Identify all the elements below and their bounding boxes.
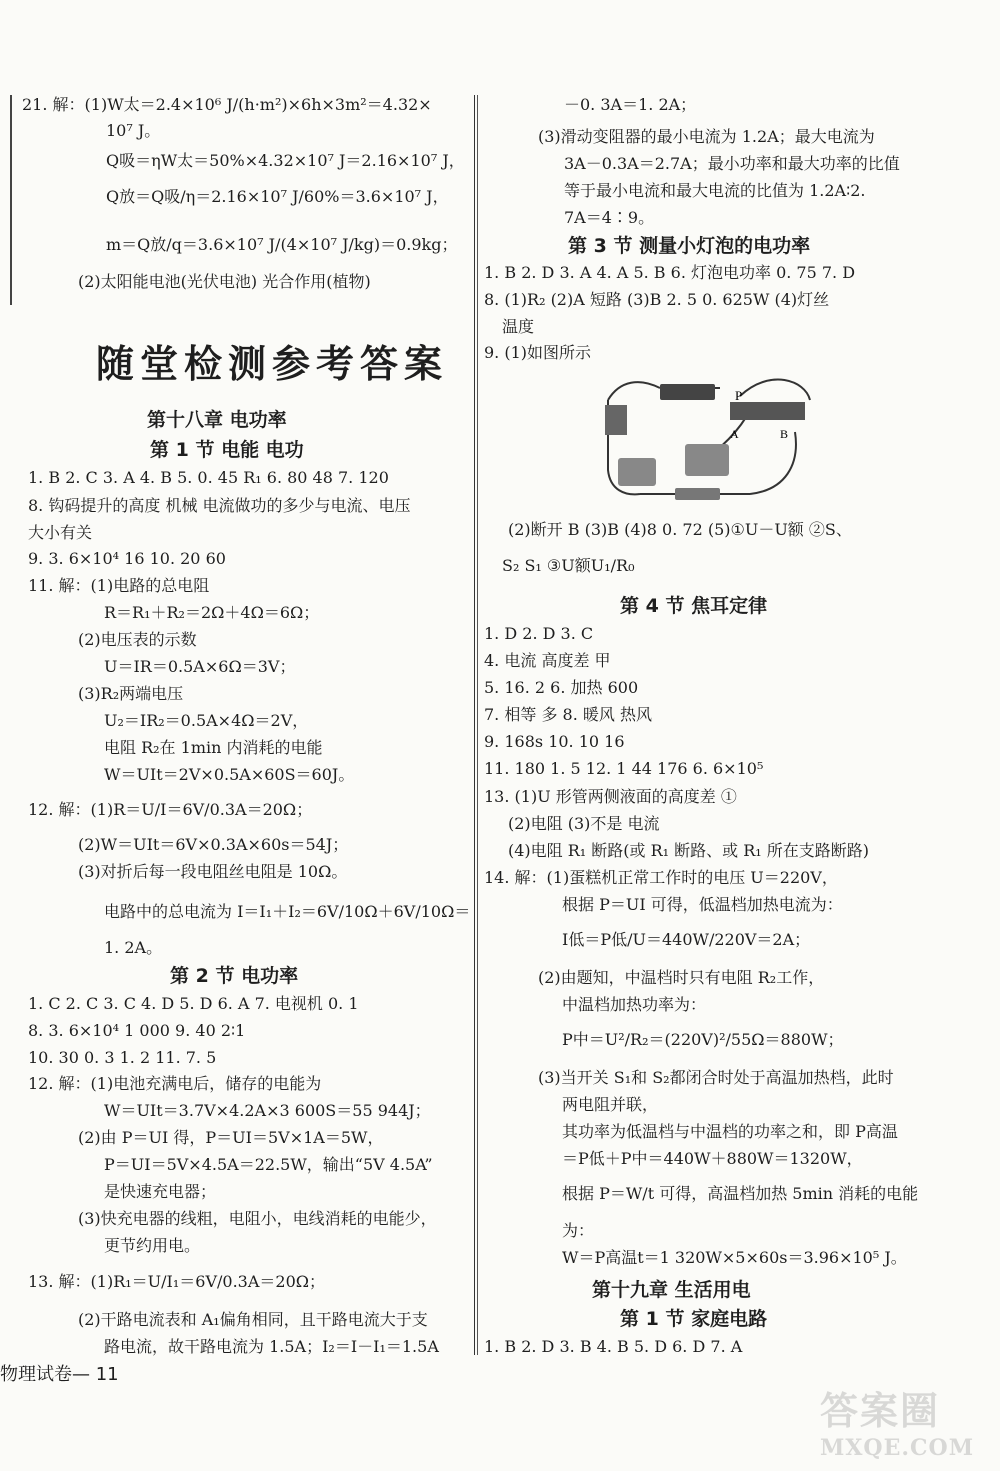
answer-line: 更节约用电。 — [104, 1236, 201, 1255]
answer-line: 是快速充电器； — [104, 1182, 217, 1201]
answer-line: 根据 P＝UI 可得，低温档加热电流为： — [562, 895, 843, 914]
answer-line: (3)当开关 S₁和 S₂都闭合时处于高温加热档，此时 — [538, 1068, 894, 1087]
answer-line: 9. 168s 10. 10 16 — [484, 732, 625, 751]
answer-line: 3A－0.3A＝2.7A；最小功率和最大功率的比值 — [564, 154, 900, 173]
answer-line: P中＝U²/R₂＝(220V)²/55Ω＝880W； — [562, 1030, 844, 1049]
answer-line: (2)由 P＝UI 得，P＝UI＝5V×1A＝5W， — [78, 1128, 384, 1147]
answer-line: 根据 P＝W/t 可得，高温档加热 5min 消耗的电能 — [562, 1184, 919, 1203]
answer-line: 13. (1)U 形管两侧液面的高度差 ① — [484, 787, 737, 806]
answer-line: I低＝P低/U＝440W/220V＝2A； — [562, 930, 811, 949]
answer-line: W＝P高温t＝1 320W×5×60s＝3.96×10⁵ J。 — [562, 1248, 907, 1267]
section-heading: 第十九章 生活用电 — [592, 1279, 751, 1301]
answer-line: (3)对折后每一段电阻丝电阻是 10Ω。 — [78, 862, 348, 881]
answer-line: 其功率为低温档与中温档的功率之和，即 P高温 — [562, 1122, 898, 1141]
answer-line: (2)由题知，中温档时只有电阻 R₂工作， — [538, 968, 825, 987]
battery-icon — [605, 405, 627, 435]
answer-line: (2)干路电流表和 A₁偏角相同，且干路电流大于支 — [78, 1310, 428, 1329]
column-divider — [474, 95, 475, 1355]
answer-line: －0. 3A＝1. 2A； — [564, 95, 697, 114]
svg-text:B: B — [780, 427, 789, 441]
answer-line: 8. 3. 6×10⁴ 1 000 9. 40 2∶1 — [28, 1021, 246, 1040]
answer-line: 两电阻并联， — [562, 1095, 659, 1114]
answer-line: 7A＝4∶9。 — [564, 208, 655, 227]
svg-text:A: A — [730, 427, 739, 441]
answer-line: S₂ S₁ ③U额U₁/R₀ — [502, 556, 635, 575]
answer-line: 13. 解：(1)R₁＝U/I₁＝6V/0.3A＝20Ω； — [28, 1272, 326, 1291]
answers-section-title: 随堂检测参考答案 — [96, 341, 449, 386]
answer-line: 温度 — [502, 317, 535, 336]
answer-line: (2)太阳能电池(光伏电池) 光合作用(植物) — [78, 272, 371, 291]
answer-line: 大小有关 — [28, 523, 93, 542]
answer-line: 12. 解：(1)电池充满电后，储存的电能为 — [28, 1074, 322, 1093]
answer-line: 4. 电流 高度差 甲 — [484, 651, 611, 670]
answer-line: 10. 30 0. 3 1. 2 11. 7. 5 — [28, 1048, 217, 1067]
left-margin-bar — [10, 95, 12, 305]
answer-line: 1. D 2. D 3. C — [484, 624, 594, 643]
answer-line: ＝P低＋P中＝440W＋880W＝1320W， — [562, 1149, 863, 1168]
answer-line: 电阻 R₂在 1min 内消耗的电能 — [104, 738, 323, 757]
answer-line: 1. B 2. C 3. A 4. B 5. 0. 45 R₁ 6. 80 48 7. 120 — [28, 468, 389, 487]
answer-line: (2)W＝UIt＝6V×0.3A×60s＝54J； — [78, 835, 349, 854]
column-divider-inner — [477, 95, 478, 1355]
watermark-logo: 答案圈 MXQE.COM — [820, 1388, 975, 1461]
answer-line: 为： — [562, 1221, 595, 1240]
answer-line: m＝Q放/q＝3.6×10⁷ J/(4×10⁷ J/kg)＝0.9kg； — [106, 235, 458, 254]
answer-line: R＝R₁＋R₂＝2Ω＋4Ω＝6Ω； — [104, 603, 320, 622]
section-heading: 第 1 节 家庭电路 — [620, 1308, 768, 1330]
switch-icon — [660, 384, 715, 400]
answer-line: 9. 3. 6×10⁴ 16 10. 20 60 — [28, 549, 226, 568]
answer-line: 11. 180 1. 5 12. 1 44 176 6. 6×10⁵ — [484, 759, 764, 778]
answer-line: (3)滑动变阻器的最小电流为 1.2A；最大电流为 — [538, 127, 875, 146]
answer-line: U₂＝IR₂＝0.5A×4Ω＝2V， — [104, 711, 309, 730]
answer-line: 路电流，故干路电流为 1.5A；I₂＝I－I₁＝1.5A — [104, 1337, 439, 1356]
answer-line: 8. 钩码提升的高度 机械 电流做功的多少与电流、电压 — [28, 496, 411, 515]
answer-line: 1. C 2. C 3. C 4. D 5. D 6. A 7. 电视机 0. 1 — [28, 994, 359, 1013]
answer-line: 5. 16. 2 6. 加热 600 — [484, 678, 639, 697]
answer-line: U＝IR＝0.5A×6Ω＝3V； — [104, 657, 296, 676]
answer-line: 12. 解：(1)R＝U/I＝6V/0.3A＝20Ω； — [28, 800, 313, 819]
answer-line: (2)断开 B (3)B (4)8 0. 72 (5)①U－U额 ②S、 — [508, 520, 852, 539]
answer-line: 7. 相等 多 8. 暖风 热风 — [484, 705, 652, 724]
answer-line: 10⁷ J。 — [106, 121, 161, 140]
answer-line: 9. (1)如图所示 — [484, 343, 592, 362]
rheostat-icon — [730, 402, 805, 420]
answer-line: (3)快充电器的线粗，电阻小，电线消耗的电能少， — [78, 1209, 437, 1228]
voltmeter-icon — [685, 444, 729, 476]
section-heading: 第 3 节 测量小灯泡的电功率 — [568, 235, 811, 257]
lamp-icon — [675, 488, 720, 500]
answer-line: 21. 解：(1)W太＝2.4×10⁶ J/(h·m²)×6h×3m²＝4.32× — [22, 95, 432, 114]
section-heading: 第 1 节 电能 电功 — [150, 439, 304, 461]
answer-line: 11. 解：(1)电路的总电阻 — [28, 576, 210, 595]
answer-line: 等于最小电流和最大电流的比值为 1.2A∶2. — [564, 181, 866, 200]
section-heading: 第 4 节 焦耳定律 — [620, 595, 768, 617]
answer-line: W＝UIt＝2V×0.5A×60S＝60J。 — [104, 765, 355, 784]
answer-line: 电路中的总电流为 I＝I₁＋I₂＝6V/10Ω＋6V/10Ω＝ — [104, 902, 471, 921]
section-heading: 第 2 节 电功率 — [170, 965, 299, 987]
answer-line: 8. (1)R₂ (2)A 短路 (3)B 2. 5 0. 625W (4)灯丝 — [484, 290, 830, 309]
section-heading: 第十八章 电功率 — [147, 409, 287, 431]
answer-line: (2)电压表的示数 — [78, 630, 197, 649]
answer-line: W＝UIt＝3.7V×4.2A×3 600S＝55 944J； — [104, 1101, 431, 1120]
answer-line: 1. 2A。 — [104, 938, 163, 957]
answer-line: Q吸＝ηW太＝50%×4.32×10⁷ J＝2.16×10⁷ J， — [106, 151, 465, 170]
answer-line: 1. B 2. D 3. B 4. B 5. D 6. D 7. A — [484, 1337, 743, 1356]
svg-text:P: P — [735, 388, 743, 403]
answer-line: (3)R₂两端电压 — [78, 684, 184, 703]
answer-line: 14. 解：(1)蛋糕机正常工作时的电压 U＝220V， — [484, 868, 838, 887]
answer-line: 1. B 2. D 3. A 4. A 5. B 6. 灯泡电功率 0. 75 7. D — [484, 263, 856, 282]
circuit-diagram-figure — [600, 370, 822, 505]
ammeter-icon — [618, 458, 656, 486]
answer-line: 中温档加热功率为： — [562, 995, 707, 1014]
answer-line: (2)电阻 (3)不是 电流 — [508, 814, 660, 833]
answer-line: (4)电阻 R₁ 断路(或 R₁ 断路、或 R₁ 所在支路断路) — [508, 841, 870, 860]
page-footer: 物理试卷— 11 — [0, 1364, 119, 1385]
answer-line: P＝UI＝5V×4.5A＝22.5W，输出“5V 4.5A” — [104, 1155, 433, 1174]
answer-line: Q放＝Q吸/η＝2.16×10⁷ J/60%＝3.6×10⁷ J， — [106, 187, 449, 206]
